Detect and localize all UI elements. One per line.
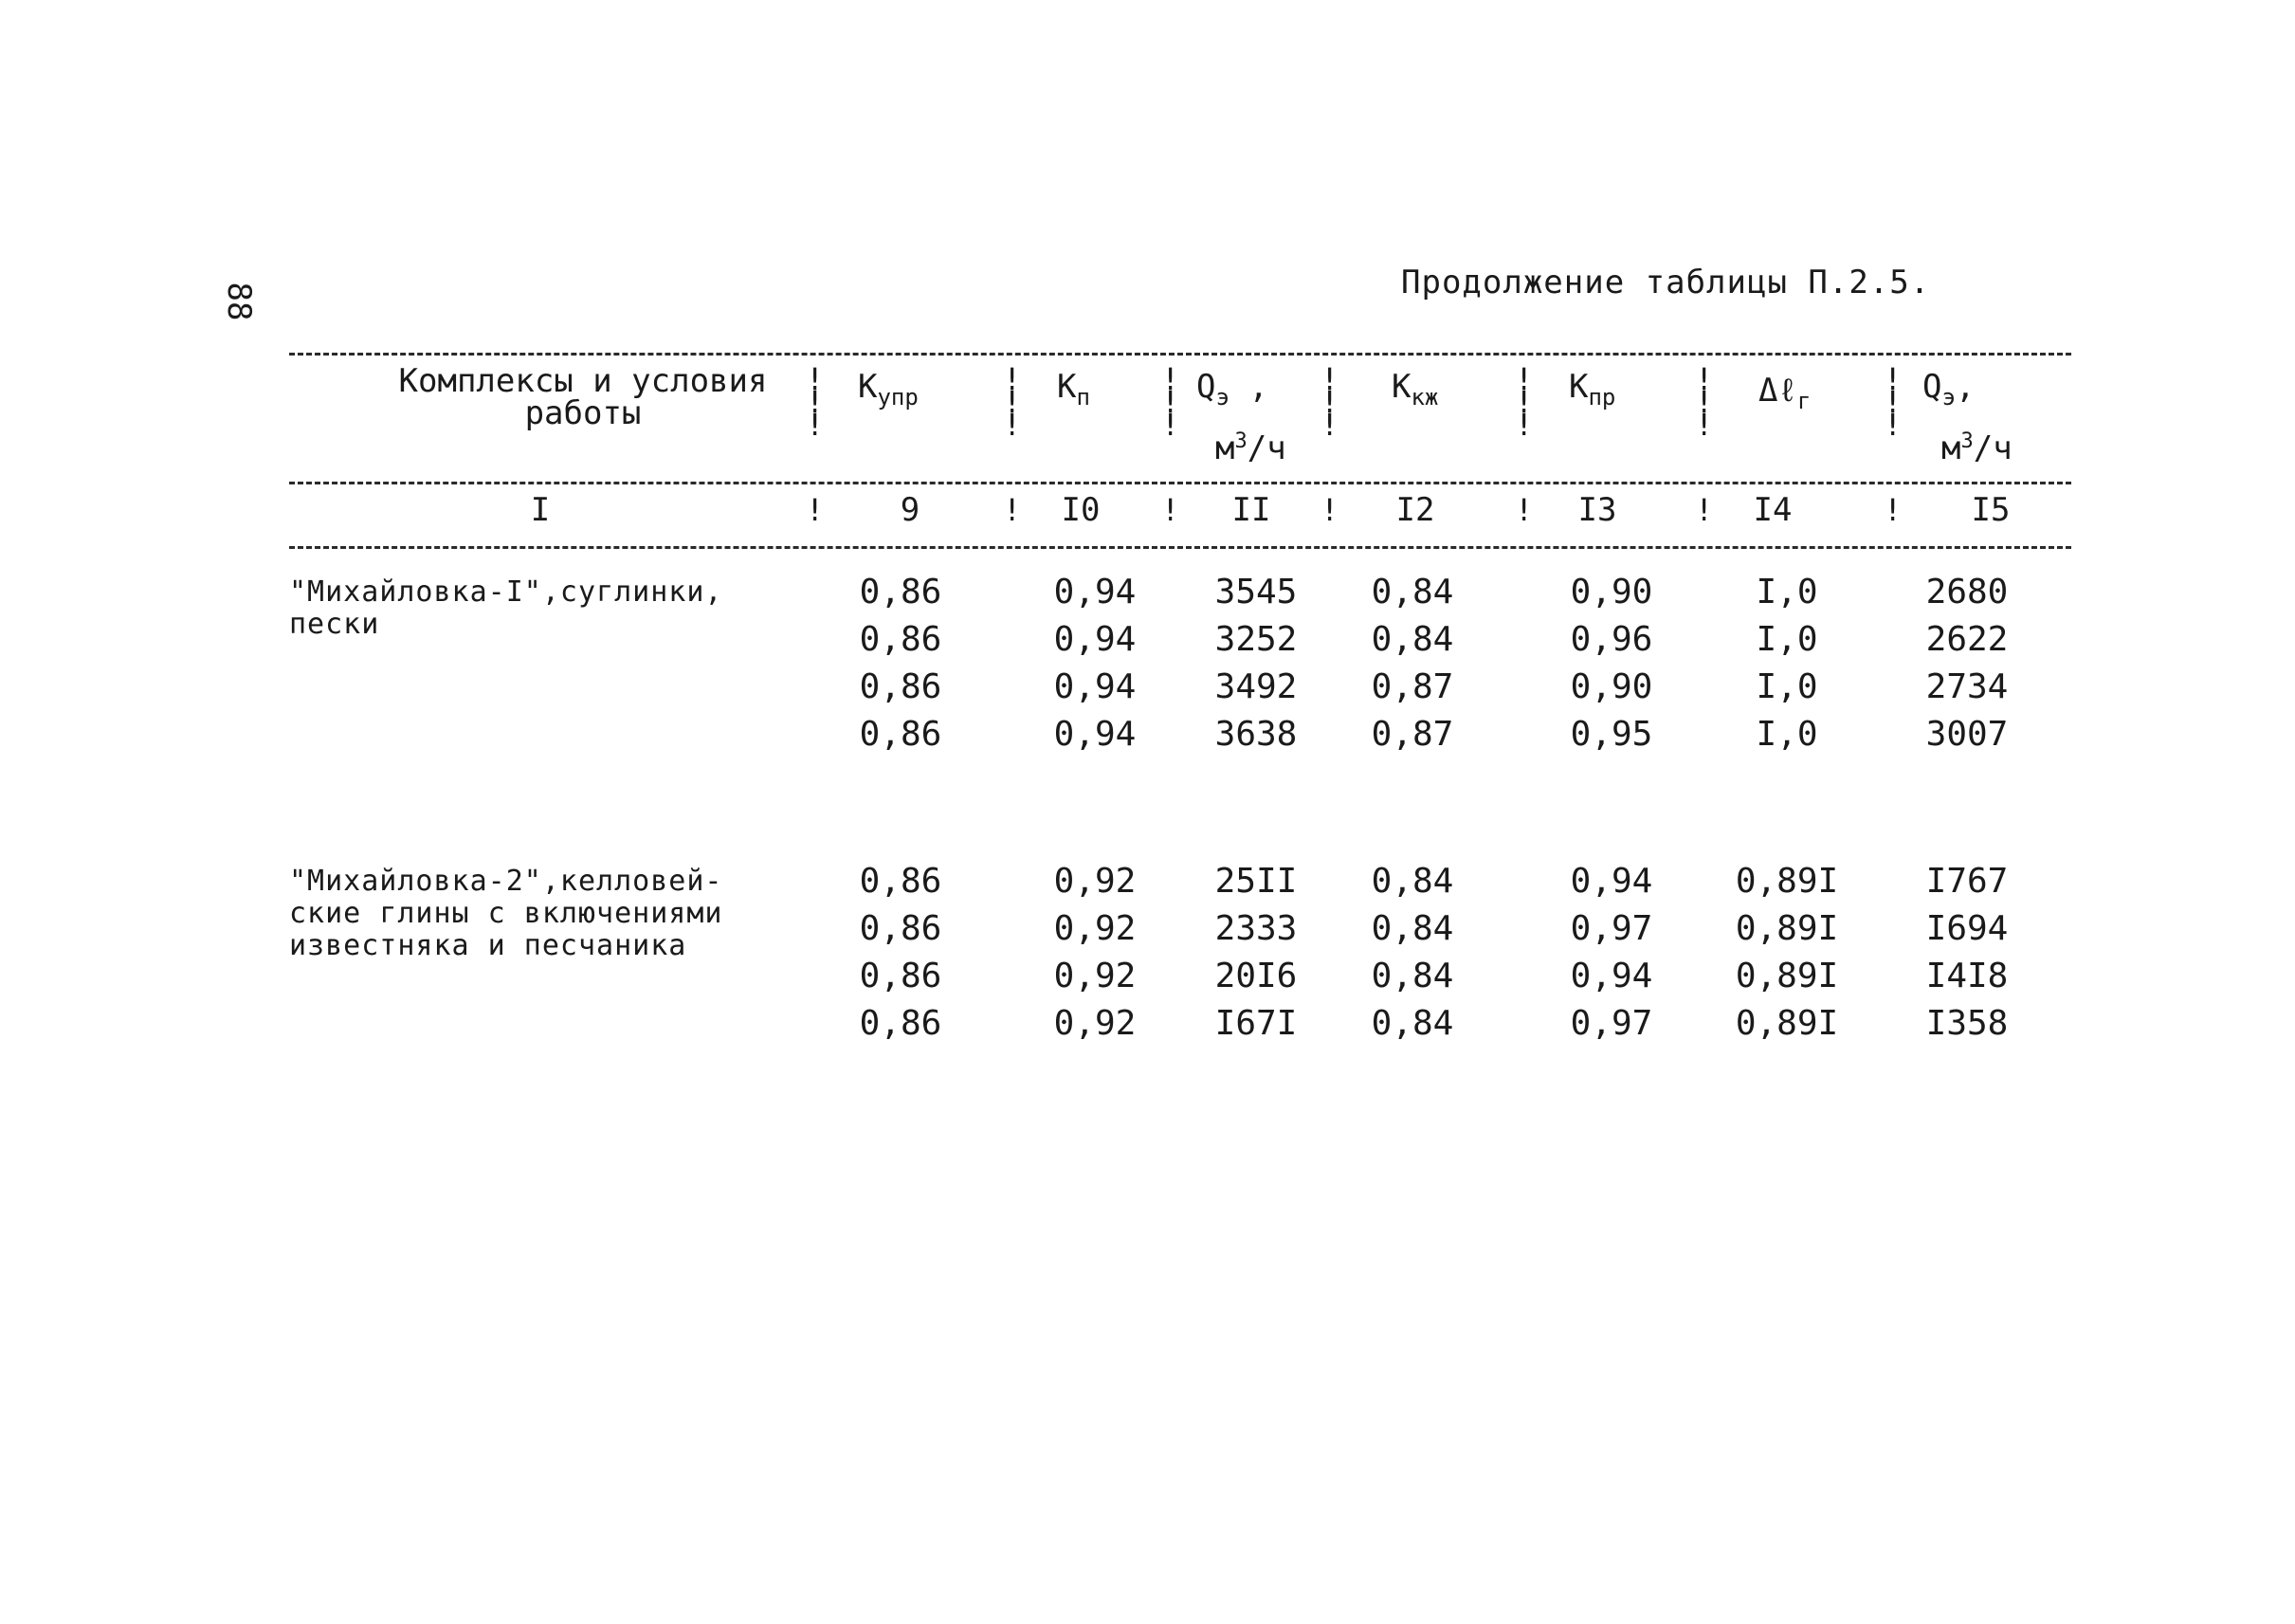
table-cell: 0,84: [1371, 957, 1454, 995]
table-cell: 0,92: [1053, 957, 1137, 995]
table-cell: 0,86: [859, 573, 942, 611]
header-q-e-2-suffix: ,: [1955, 368, 1976, 406]
column-separator: !: [806, 492, 825, 528]
table-cell: 0,86: [859, 667, 942, 706]
table-colnum-rule: [289, 546, 2071, 549]
table-cell: 0,86: [859, 715, 942, 754]
table-cell: 0,92: [1053, 909, 1137, 948]
column-separator: !: [1515, 492, 1534, 528]
column-separator: ! ! !: [806, 361, 825, 443]
column-separator: ! ! !: [1695, 361, 1714, 443]
table-cell: 0,92: [1053, 1004, 1137, 1043]
column-number: II: [1231, 491, 1271, 529]
page-number: 88: [220, 282, 258, 321]
table-cell: 2333: [1214, 909, 1298, 948]
table-cell: 20I6: [1214, 957, 1298, 995]
table-cell: I67I: [1214, 1004, 1298, 1043]
table-cell: 3492: [1214, 667, 1298, 706]
table-cell: 0,94: [1053, 715, 1137, 754]
header-k-pr-symbol: К: [1569, 368, 1589, 406]
header-q-e-2-sub: э: [1941, 384, 1956, 411]
column-separator: !: [1884, 492, 1903, 528]
header-k-upr-sub: упр: [877, 384, 919, 411]
header-q-e-suffix: ,: [1229, 368, 1268, 406]
table-cell: 0,84: [1371, 573, 1454, 611]
column-separator: !: [1161, 492, 1180, 528]
header-q-e-unit: [1215, 423, 1286, 467]
header-q-e-2-unit-pre: м: [1941, 429, 1961, 467]
table-cell: 3545: [1214, 573, 1298, 611]
column-number: 9: [900, 491, 920, 529]
column-separator: !: [1695, 492, 1714, 528]
table-cell: I767: [1925, 862, 2009, 901]
column-separator: ! ! !: [1884, 361, 1903, 443]
table-cell: 0,95: [1570, 715, 1653, 754]
table-cell: 0,86: [859, 862, 942, 901]
table-cell: 0,94: [1570, 957, 1653, 995]
table-cell: 0,86: [859, 957, 942, 995]
header-k-kzh-symbol: К: [1392, 368, 1412, 406]
header-q-e-2-symbol: Q: [1922, 368, 1942, 406]
header-q-e-sub: э: [1215, 384, 1229, 411]
table-cell: 0,89I: [1735, 909, 1839, 948]
column-separator: !: [1321, 492, 1339, 528]
table-cell: 0,97: [1570, 909, 1653, 948]
column-number: I3: [1577, 491, 1617, 529]
table-cell: 0,94: [1570, 862, 1653, 901]
table-cell: 0,90: [1570, 667, 1653, 706]
header-k-pr-sub: пр: [1588, 384, 1616, 411]
table-cell: I,0: [1756, 715, 1818, 754]
table-cell: 0,86: [859, 1004, 942, 1043]
header-q-e: [1196, 368, 1268, 416]
header-k-kzh-sub: кж: [1411, 384, 1439, 411]
table-caption: Продолжение таблицы П.2.5.: [1401, 264, 1931, 301]
header-q-e-2-unit: [1941, 423, 2013, 467]
column-number: I4: [1753, 491, 1793, 529]
table-top-rule: [289, 353, 2071, 356]
table-cell: 3252: [1214, 620, 1298, 659]
header-k-upr-symbol: К: [858, 368, 878, 406]
group-label: "Михайловка-2",келловей- ские глины с включениями известняка и песчаника: [289, 865, 723, 962]
table-cell: I,0: [1756, 573, 1818, 611]
header-q-e-unit-post: /ч: [1247, 429, 1286, 467]
table-cell: 0,94: [1053, 620, 1137, 659]
column-separator: ! ! !: [1003, 361, 1022, 443]
table-cell: 2680: [1925, 573, 2009, 611]
column-number: I2: [1395, 491, 1435, 529]
header-delta-l-sub: г: [1796, 388, 1812, 414]
table-cell: 0,84: [1371, 1004, 1454, 1043]
table-cell: 0,84: [1371, 620, 1454, 659]
table-cell: 0,89I: [1735, 957, 1839, 995]
header-k-p-sub: п: [1076, 384, 1090, 411]
table-cell: I4I8: [1925, 957, 2009, 995]
header-k-p: [1057, 368, 1090, 416]
header-q-e-symbol: Q: [1196, 368, 1216, 406]
table-cell: 0,86: [859, 909, 942, 948]
header-k-pr: [1569, 368, 1615, 416]
column-separator: ! ! !: [1515, 361, 1534, 443]
table-cell: I694: [1925, 909, 2009, 948]
table-cell: 0,94: [1053, 573, 1137, 611]
column-number: I5: [1971, 491, 2011, 529]
header-k-upr: [858, 368, 919, 416]
table-cell: 3007: [1925, 715, 2009, 754]
header-q-e-2-unit-post: /ч: [1973, 429, 2013, 467]
table-cell: 2734: [1925, 667, 2009, 706]
table-cell: I,0: [1756, 667, 1818, 706]
table-cell: 0,90: [1570, 573, 1653, 611]
header-q-e-2: [1922, 368, 1975, 416]
column-separator: ! ! !: [1321, 361, 1339, 443]
table-cell: 0,84: [1371, 909, 1454, 948]
table-cell: 2622: [1925, 620, 2009, 659]
header-k-p-symbol: К: [1057, 368, 1077, 406]
table-cell: 25II: [1214, 862, 1298, 901]
column-separator: ! ! !: [1161, 361, 1180, 443]
table-cell: 3638: [1214, 715, 1298, 754]
header-k-kzh: [1392, 368, 1438, 416]
table-cell: I,0: [1756, 620, 1818, 659]
header-q-e-unit-sup: 3: [1234, 429, 1248, 453]
header-q-e-2-unit-sup: 3: [1960, 429, 1974, 453]
group-label: "Михайловка-I",суглинки, пески: [289, 575, 723, 641]
header-delta-l: [1758, 372, 1811, 420]
table-cell: 0,89I: [1735, 1004, 1839, 1043]
table-cell: 0,84: [1371, 862, 1454, 901]
table-cell: 0,97: [1570, 1004, 1653, 1043]
column-number: I: [530, 491, 551, 529]
header-delta-l-symbol: Δℓ: [1758, 372, 1797, 410]
column-number: I0: [1061, 491, 1101, 529]
table-cell: 0,96: [1570, 620, 1653, 659]
table-header-rule: [289, 482, 2071, 484]
table-cell: 0,94: [1053, 667, 1137, 706]
table-cell: 0,87: [1371, 667, 1454, 706]
table-cell: 0,86: [859, 620, 942, 659]
header-complexes: Комплексы и условия работы: [398, 362, 768, 432]
header-q-e-unit-pre: м: [1215, 429, 1235, 467]
table-cell: I358: [1925, 1004, 2009, 1043]
table-cell: 0,89I: [1735, 862, 1839, 901]
table-cell: 0,92: [1053, 862, 1137, 901]
table-cell: 0,87: [1371, 715, 1454, 754]
column-separator: !: [1003, 492, 1022, 528]
